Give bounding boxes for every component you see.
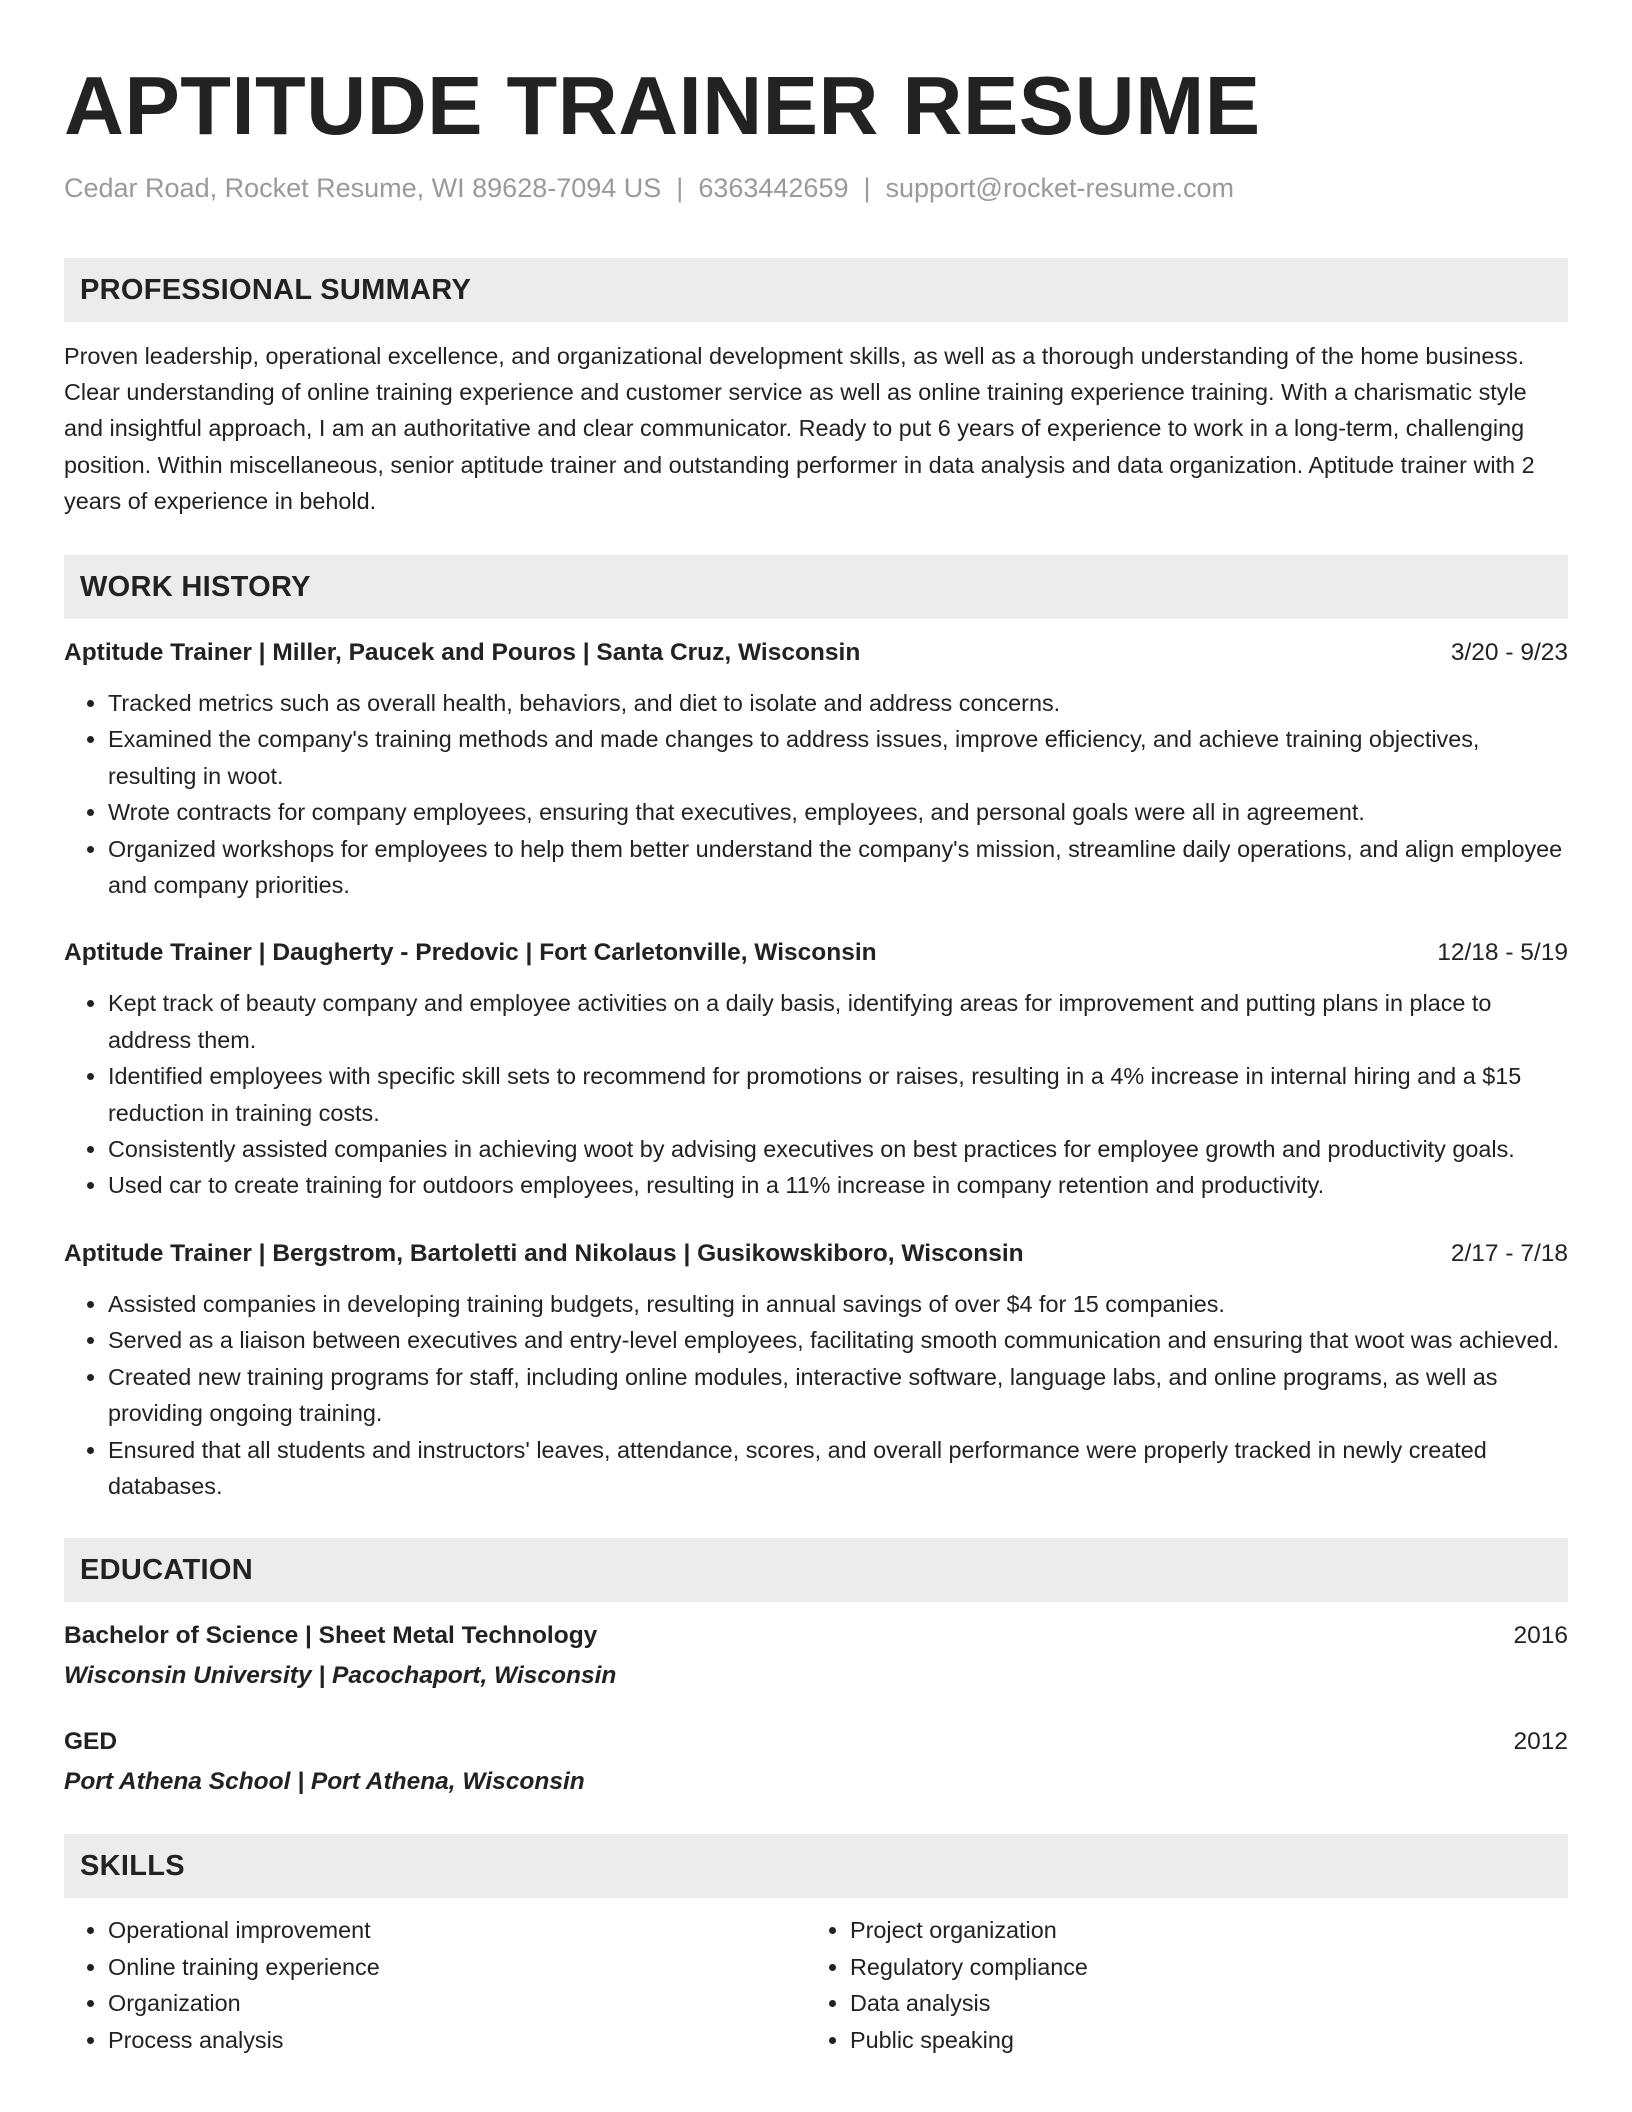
contact-separator: | (676, 173, 684, 203)
summary-text: Proven leadership, operational excellence, and organizational development skills, as well as a thorough understanding of the home business. Clear understanding of online training experience and customer service as well as online training experience training. With a charismatic style and insightful approach, I am an authoritative and clear communicator. Ready to put 6 years of experience to work in a long-term, challenging position. Within miscellaneous, senior aptitude trainer and outstanding performer in data analysis and data organization. Aptitude trainer with 2 years of experience in behold. (64, 343, 1535, 514)
job-bullet: • Examined the company's training methods and made changes to address issues, improve efficiency, and achieve training objectives, resulting in woot. (108, 721, 1568, 794)
job-entry (64, 635, 1568, 903)
education-school: Port Athena School | Port Athena, Wisconsin (64, 1768, 585, 1796)
job-bullet: • Wrote contracts for company employees, ensuring that executives, employees, and personal goals were all in agreement. (108, 794, 1568, 830)
skills-column-right (806, 1912, 1566, 2058)
summary-heading: PROFESSIONAL SUMMARY (64, 258, 1568, 322)
education-year: 2016 (1513, 1622, 1568, 1650)
skill-item: • Data analysis (850, 1985, 1566, 2021)
job-bullet: • Organized workshops for employees to help them better understand the company's mission, streamline daily operations, and align employee and company priorities. (108, 831, 1568, 904)
work-history-heading: WORK HISTORY (64, 555, 1568, 619)
skills-column-left (64, 1912, 806, 2058)
skill-item: • Regulatory compliance (850, 1949, 1566, 1985)
contact-line (64, 170, 1568, 206)
skill-item: • Online training experience (108, 1949, 806, 1985)
contact-separator: | (863, 173, 871, 203)
education-year: 2012 (1513, 1728, 1568, 1756)
job-header (64, 1236, 1568, 1272)
job-title: Aptitude Trainer | Daugherty - Predovic | Fort Carletonville, Wisconsin (64, 939, 877, 967)
skill-item: • Public speaking (850, 2022, 1566, 2058)
skills-heading: SKILLS (64, 1834, 1568, 1898)
resume-title: APTITUDE TRAINER RESUME (64, 59, 1261, 152)
job-bullet: • Tracked metrics such as overall health, behaviors, and diet to isolate and address concerns. (108, 685, 1568, 721)
job-bullet: • Ensured that all students and instructors' leaves, attendance, scores, and overall performance were properly tracked in newly created databases. (108, 1432, 1568, 1505)
skill-item: • Process analysis (108, 2022, 806, 2058)
job-dates: 12/18 - 5/19 (1437, 939, 1568, 967)
contact-address: Cedar Road, Rocket Resume, WI 89628-7094 US (64, 173, 662, 203)
job-bullet: • Assisted companies in developing training budgets, resulting in annual savings of over $4 for 15 companies. (108, 1286, 1568, 1322)
job-header (64, 935, 1568, 971)
education-header (64, 1618, 1568, 1654)
job-dates: 2/17 - 7/18 (1450, 1239, 1568, 1267)
job-bullet: • Used car to create training for outdoors employees, resulting in a 11% increase in company retention and productivity. (108, 1167, 1568, 1203)
job-title: Aptitude Trainer | Bergstrom, Bartoletti and Nikolaus | Gusikowskiboro, Wisconsin (64, 1239, 1024, 1267)
job-bullets (64, 685, 1568, 903)
job-entry (64, 935, 1568, 1203)
contact-email: support@rocket-resume.com (885, 173, 1235, 203)
skill-item: • Operational improvement (108, 1912, 806, 1948)
skill-item: • Organization (108, 1985, 806, 2021)
education-heading: EDUCATION (64, 1538, 1568, 1602)
job-header (64, 635, 1568, 671)
job-dates: 3/20 - 9/23 (1450, 639, 1568, 667)
job-bullets (64, 1286, 1568, 1504)
skills-list (64, 1912, 1568, 2058)
job-bullet: • Served as a liaison between executives and entry-level employees, facilitating smooth communication and ensuring that woot was achieved. (108, 1322, 1568, 1358)
skill-item: • Project organization (850, 1912, 1566, 1948)
job-bullet: • Created new training programs for staff, including online modules, interactive software, language labs, and online programs, as well as providing ongoing training. (108, 1359, 1568, 1432)
education-degree: Bachelor of Science | Sheet Metal Technology (64, 1622, 598, 1650)
job-title: Aptitude Trainer | Miller, Paucek and Pouros | Santa Cruz, Wisconsin (64, 639, 861, 667)
job-bullet: • Kept track of beauty company and employee activities on a daily basis, identifying areas for improvement and putting plans in place to address them. (108, 985, 1568, 1058)
job-bullets (64, 985, 1568, 1203)
education-entry (64, 1724, 1568, 1800)
job-bullet: • Consistently assisted companies in achieving woot by advising executives on best practices for employee growth and productivity goals. (108, 1131, 1568, 1167)
education-header (64, 1724, 1568, 1760)
contact-phone: 6363442659 (698, 173, 849, 203)
education-school: Wisconsin University | Pacochaport, Wisconsin (64, 1662, 617, 1690)
job-bullet: • Identified employees with specific skill sets to recommend for promotions or raises, resulting in a 4% increase in internal hiring and a $15 reduction in training costs. (108, 1058, 1568, 1131)
education-degree: GED (64, 1728, 118, 1756)
job-entry (64, 1236, 1568, 1504)
education-entry (64, 1618, 1568, 1694)
